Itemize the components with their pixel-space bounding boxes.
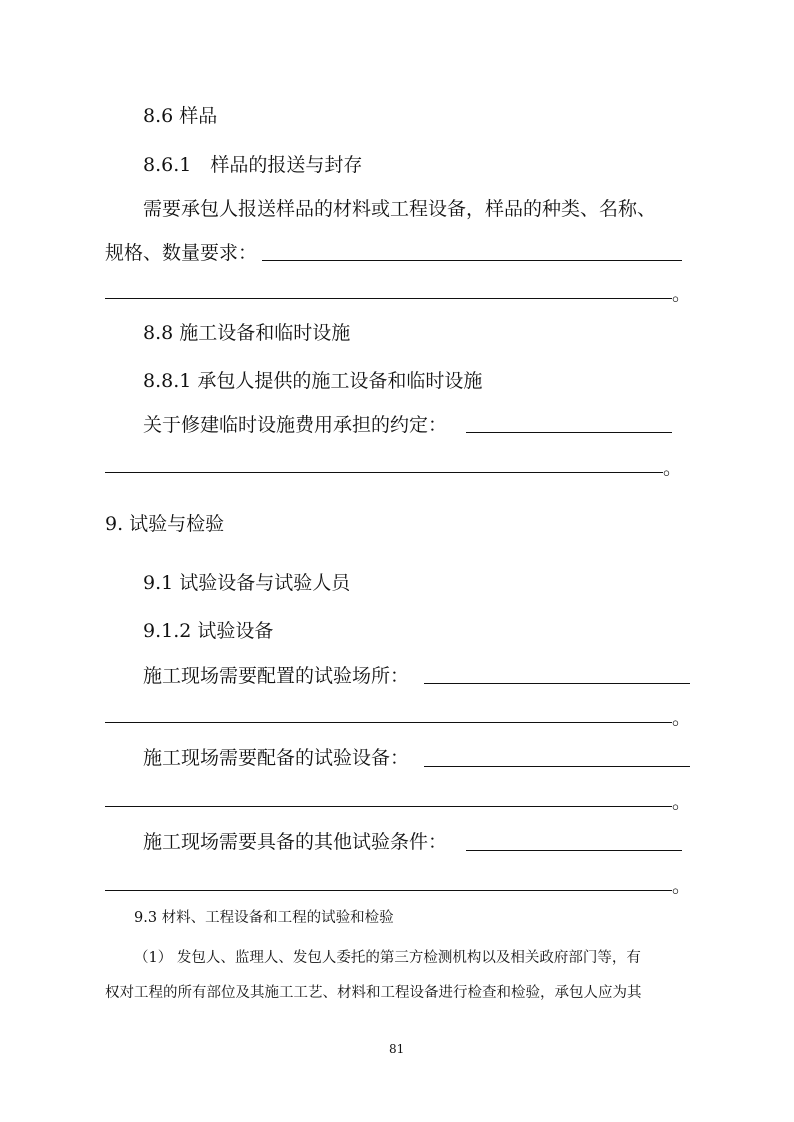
- temp-facility-cost-label: 关于修建临时设施费用承担的约定：: [143, 414, 448, 436]
- test-site-blank-continued[interactable]: [105, 722, 672, 723]
- paragraph-line: （1） 发包人、监理人、发包人委托的第三方检测机构以及相关政府部门等，有: [134, 950, 641, 966]
- temp-facility-cost-blank[interactable]: [466, 432, 672, 433]
- paragraph-line: 权对工程的所有部位及其施工工艺、材料和工程设备进行检查和检验，承包人应为其: [105, 985, 642, 1001]
- test-equipment-blank-continued[interactable]: [105, 806, 672, 807]
- sample-requirement-text: 需要承包人报送样品的材料或工程设备，样品的种类、名称、: [143, 198, 657, 220]
- heading-8-6-1: 8.6.1 样品的报送与封存: [143, 154, 363, 176]
- other-test-conditions-blank[interactable]: [466, 850, 682, 851]
- sample-spec-blank-continued[interactable]: [105, 298, 672, 299]
- heading-9-1-2: 9.1.2 试验设备: [143, 620, 274, 642]
- test-site-label: 施工现场需要配置的试验场所：: [143, 665, 410, 687]
- other-test-conditions-blank-continued[interactable]: [105, 890, 672, 891]
- heading-9: 9. 试验与检验: [105, 513, 225, 535]
- heading-9-3: 9.3 材料、工程设备和工程的试验和检验: [134, 910, 394, 926]
- test-equipment-label: 施工现场需要配备的试验设备：: [143, 747, 410, 769]
- test-site-blank[interactable]: [424, 683, 690, 684]
- heading-9-1: 9.1 试验设备与试验人员: [143, 572, 351, 594]
- test-equipment-blank[interactable]: [424, 766, 690, 767]
- end-mark: 。: [672, 707, 692, 729]
- other-test-conditions-label: 施工现场需要具备的其他试验条件：: [143, 831, 448, 853]
- end-mark: 。: [672, 791, 692, 813]
- sample-spec-label: 规格、数量要求：: [105, 242, 258, 264]
- end-mark: 。: [663, 457, 683, 479]
- heading-8-8-1: 8.8.1 承包人提供的施工设备和临时设施: [143, 370, 483, 392]
- end-mark: 。: [672, 283, 692, 305]
- end-mark: 。: [672, 875, 692, 897]
- page-number: 81: [389, 1042, 405, 1056]
- heading-8-6: 8.6 样品: [143, 105, 218, 127]
- temp-facility-cost-blank-continued[interactable]: [105, 472, 663, 473]
- sample-spec-blank[interactable]: [262, 260, 682, 261]
- heading-8-8: 8.8 施工设备和临时设施: [143, 322, 351, 344]
